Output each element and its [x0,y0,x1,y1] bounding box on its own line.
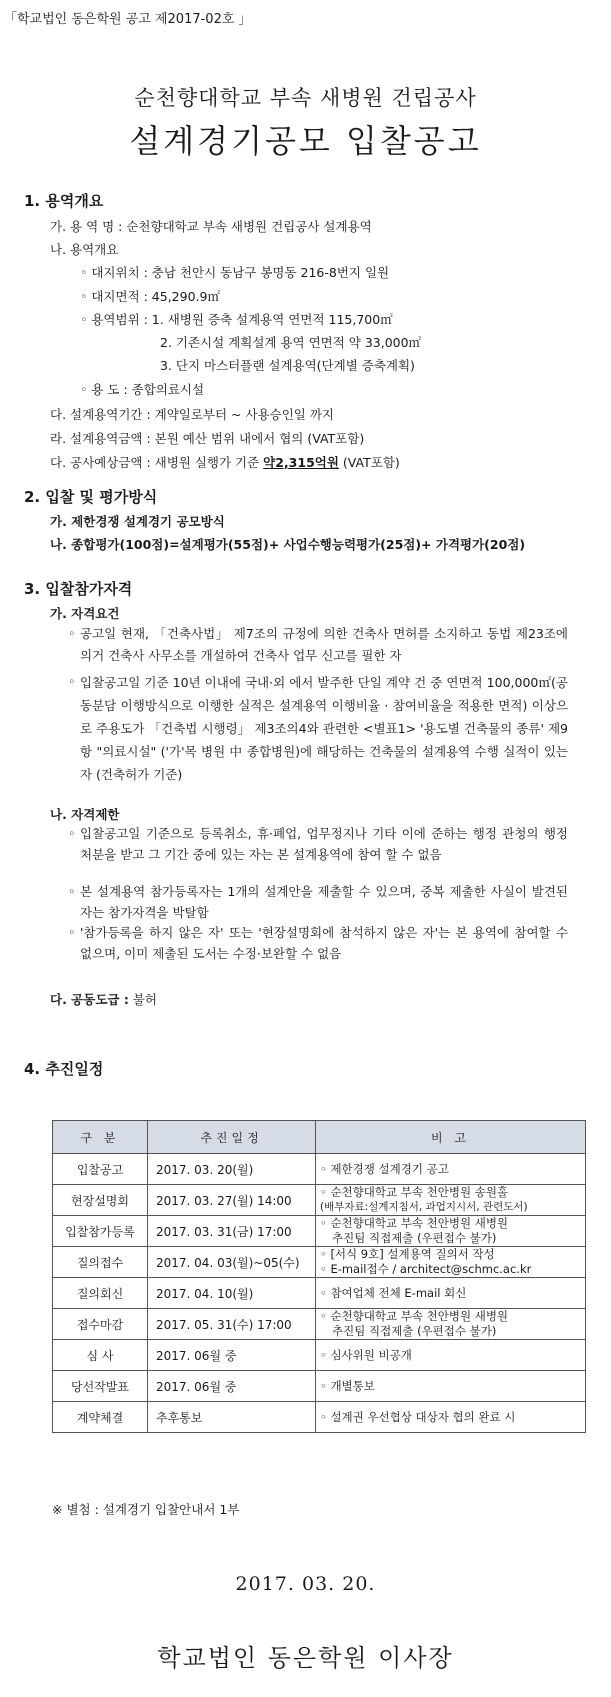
scope-item-2: 2. 기존시설 계획설계 용역 연면적 약 33,000㎡ [160,335,422,350]
site-location: ◦ 대지위치 : 충남 천안시 동남구 봉명동 216-8번지 일원 [80,265,390,280]
signer: 학교법인 동은학원 이사장 [157,1644,454,1672]
schedule-note [316,1278,586,1309]
issue-date: 2017. 03. 20. [235,1573,376,1595]
restriction-2: 본 설계용역 참가등록자는 1개의 설계안을 제출할 수 있으며, 중복 제출한 사실이 발견된 자는 참가자격을 박탈함 [80,884,568,920]
service-overview-label: 나. 용역개요 [50,242,119,257]
column-header: 비 고 [316,1121,586,1154]
schedule-note [316,1402,586,1433]
construction-cost-vat: (VAT포함) [338,455,400,470]
schedule-date: 추후통보 [148,1402,316,1433]
schedule-item: 입찰공고 [53,1154,148,1185]
bullet-icon: ◦ [68,925,76,940]
schedule-date: 2017. 04. 03(월)~05(수) [148,1247,316,1278]
schedule-item: 현장설명회 [53,1185,148,1216]
schedule-note [316,1154,586,1185]
note-line: (배부자료:설계지침서, 과업지시서, 관련도서) [320,1201,528,1213]
note-line: ◦ 순천향대학교 부속 천안병원 송원홀 [320,1185,509,1199]
construction-cost-amount: 약2,315억원 [263,455,339,470]
schedule-date: 2017. 03. 20(월) [148,1154,316,1185]
project-subtitle: 순천향대학교 부속 새병원 건립공사 [134,86,477,110]
note-line: ◦ 개별통보 [320,1378,375,1393]
table-header-row [53,1121,586,1154]
note-line: ◦ 참여업체 전체 E-mail 회신 [320,1285,467,1300]
scope-item-3: 3. 단지 마스터플랜 설계용역(단계별 증축계획) [160,358,415,373]
section-3-heading: 3. 입찰참가자격 [24,580,133,598]
note-line: ◦ 순천향대학교 부속 천안병원 새병원 [320,1216,509,1230]
schedule-date: 2017. 03. 27(월) 14:00 [148,1185,316,1216]
joint-contract-label: 다. 공동도급 : [50,992,129,1007]
table-row [53,1371,586,1402]
joint-contract-value: 불허 [128,992,157,1007]
schedule-date: 2017. 06월 중 [148,1340,316,1371]
bullet-icon: ◦ [68,626,76,641]
schedule-note [316,1185,586,1216]
note-line: 추진팀 직접제출 (우편접수 불가) [332,1231,497,1245]
note-line: ◦ 설계권 우선협상 대상자 협의 완료 시 [320,1409,516,1424]
schedule-item: 접수마감 [53,1309,148,1340]
schedule-date: 2017. 04. 10(월) [148,1278,316,1309]
evaluation-formula: 나. 종합평가(100점)=설계평가(55점)+ 사업수행능력평가(25점)+ 가격평가(20점) [50,537,526,552]
schedule-table [52,1120,586,1433]
schedule-note [316,1216,586,1247]
construction-cost-label: 다. 공사예상금액 : 새병원 실행가 기준 [50,455,264,470]
note-line: ◦ 제한경쟁 설계경기 공고 [320,1161,449,1176]
table-row [53,1185,586,1216]
schedule-note [316,1247,586,1278]
table-row [53,1309,586,1340]
table-row [53,1278,586,1309]
note-line: ◦ 심사위원 비공개 [320,1347,412,1362]
table-row [53,1216,586,1247]
schedule-item: 질의접수 [53,1247,148,1278]
bid-method: 가. 제한경쟁 설계경기 공모방식 [50,514,225,529]
bullet-icon: ◦ [68,884,76,899]
column-header: 추진일정 [148,1121,316,1154]
table-row [53,1402,586,1433]
scope-item-1: ◦ 용역범위 : 1. 새병원 증축 설계용역 연면적 115,700㎡ [80,312,393,327]
schedule-item: 심 사 [53,1340,148,1371]
section-1-heading: 1. 용역개요 [24,192,104,210]
column-header: 구 분 [53,1121,148,1154]
schedule-item: 질의회신 [53,1278,148,1309]
notice-number: 「학교법인 동은학원 공고 제2017-02호 」 [4,12,252,27]
service-period: 다. 설계용역기간 : 계약일로부터 ~ 사용승인일 까지 [50,407,334,422]
note-line: ◦ 순천향대학교 부속 천안병원 새병원 [320,1309,509,1323]
bullet-icon: ◦ [68,674,76,689]
note-line: ◦ [서식 9호] 설계용역 질의서 작성 [320,1247,495,1261]
note-line: ◦ E-mail접수 / architect@schmc.ac.kr [320,1262,532,1276]
qualification-2: 입찰공고일 기준 10년 이내에 국내·외 에서 발주한 단일 계약 건 중 연면적 100,000㎡(공동분담 이행방식으로 이행한 실적은 설계용역 이행비율 · 참여비율을 적용한 면적) 이상으로 주용도가 「건축법 시행령」 제3조의4와 관련한 <별표1> '용도별 건축물의 종류' 제9항 "의료시설" ('가'목 병원 中 종합병원)에 해당하는 건축물의 설계용역 수행 실적이 있는 자 (건축허가 기준) [80,675,568,782]
schedule-item: 계약체결 [53,1402,148,1433]
construction-cost [50,453,400,471]
section-4-heading: 4. 추진일정 [24,1060,104,1078]
table-row [53,1340,586,1371]
restriction-3: '참가등록을 하지 않은 자' 또는 '현장설명회에 참석하지 않은 자'는 본 용역에 참여할 수 없으며, 이미 제출된 도서는 수정·보완할 수 없음 [80,925,568,961]
building-use: ◦ 용 도 : 종합의료시설 [80,382,205,397]
schedule-note [316,1371,586,1402]
qualification-heading: 가. 자격요건 [50,606,120,621]
schedule-note [316,1309,586,1340]
schedule-date: 2017. 05. 31(수) 17:00 [148,1309,316,1340]
table-row [53,1154,586,1185]
service-name: 가. 용 역 명 : 순천향대학교 부속 새병원 건립공사 설계용역 [50,219,372,234]
joint-contract [50,990,157,1008]
section-2-heading: 2. 입찰 및 평가방식 [24,488,158,506]
attachment-note: ※ 별첨 : 설계경기 입찰안내서 1부 [52,1502,240,1517]
schedule-date: 2017. 06월 중 [148,1371,316,1402]
note-line: 추진팀 직접제출 (우편접수 불가) [332,1324,497,1338]
schedule-item: 당선작발표 [53,1371,148,1402]
table-row [53,1247,586,1278]
qualification-1: 공고일 현재, 「건축사법」 제7조의 규정에 의한 건축사 면허를 소지하고 동법 제23조에 의거 건축사 사무소를 개설하여 건축사 업무 신고를 필한 자 [80,626,568,663]
restriction-heading: 나. 자격제한 [50,807,120,822]
schedule-note [316,1340,586,1371]
bullet-icon: ◦ [68,826,76,841]
site-area: ◦ 대지면적 : 45,290.9㎡ [80,289,220,304]
schedule-item: 입찰참가등록 [53,1216,148,1247]
restriction-1: 입찰공고일 기준으로 등록취소, 휴·폐업, 업무정지나 기타 이에 준하는 행정 관청의 행정 처분을 받고 그 기간 중에 있는 자는 본 설계용역에 참여 할 수 없음 [80,826,568,862]
page-title: 설계경기공모 입찰공고 [129,122,482,160]
schedule-date: 2017. 03. 31(금) 17:00 [148,1216,316,1247]
service-fee: 라. 설계용역금액 : 본원 예산 범위 내에서 협의 (VAT포함) [50,431,365,446]
